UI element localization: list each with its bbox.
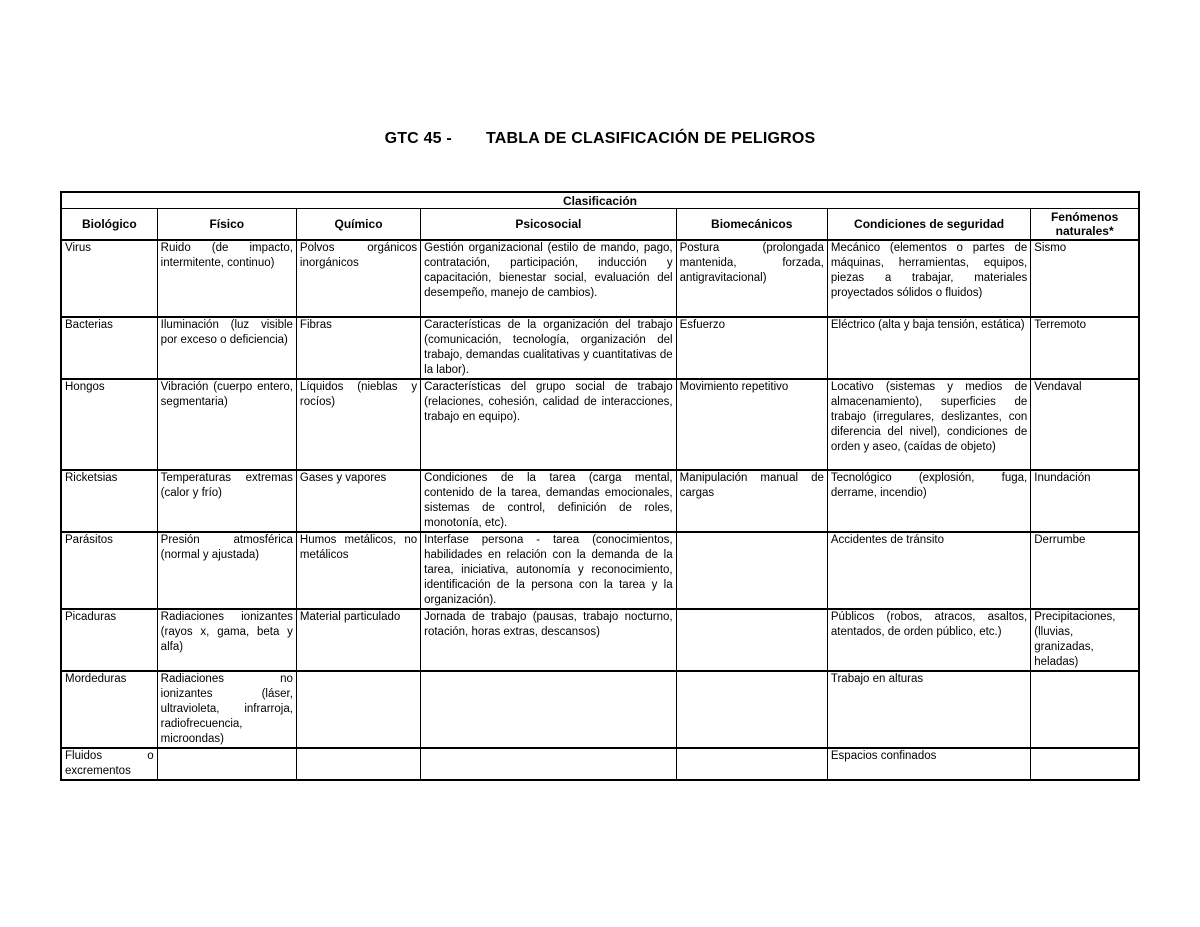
cell-biologico: Fluidos o excrementos <box>61 748 157 780</box>
cell-fisico: Vibración (cuerpo entero, segmentaria) <box>157 379 296 470</box>
cell-condiciones-seguridad: Locativo (sistemas y medios de almacenamiento), superficies de trabajo (irregulares, deslizantes, con diferencia del nivel), condiciones de orden y aseo, (caídas de objeto) <box>827 379 1030 470</box>
cell-biomecanicos: Esfuerzo <box>676 317 827 379</box>
cell-psicosocial: Jornada de trabajo (pausas, trabajo nocturno, rotación, horas extras, descansos) <box>421 609 676 671</box>
cell-condiciones-seguridad: Públicos (robos, atracos, asaltos, atentados, de orden público, etc.) <box>827 609 1030 671</box>
cell-fisico: Radiaciones no ionizantes (láser, ultravioleta, infrarroja, radiofrecuencia, microondas) <box>157 671 296 748</box>
cell-condiciones-seguridad: Eléctrico (alta y baja tensión, estática) <box>827 317 1030 379</box>
table-row <box>61 671 1139 748</box>
cell-fisico <box>157 748 296 780</box>
cell-condiciones-seguridad: Trabajo en alturas <box>827 671 1030 748</box>
cell-fisico: Iluminación (luz visible por exceso o deficiencia) <box>157 317 296 379</box>
header-biologico: Biológico <box>61 209 157 241</box>
cell-biomecanicos <box>676 609 827 671</box>
cell-quimico: Fibras <box>296 317 420 379</box>
cell-fisico: Temperaturas extremas (calor y frío) <box>157 470 296 532</box>
header-fisico: Físico <box>157 209 296 241</box>
cell-psicosocial: Gestión organizacional (estilo de mando, pago, contratación, participación, inducción y capacitación, bienestar social, evaluación del desempeño, manejo de cambios). <box>421 240 676 317</box>
page-title <box>0 130 1200 148</box>
cell-biologico: Ricketsias <box>61 470 157 532</box>
cell-fenomenos-naturales <box>1031 671 1139 748</box>
cell-fisico: Presión atmosférica (normal y ajustada) <box>157 532 296 609</box>
hazard-classification-table <box>60 191 1140 781</box>
table-row <box>61 609 1139 671</box>
cell-biomecanicos <box>676 748 827 780</box>
cell-biologico: Hongos <box>61 379 157 470</box>
cell-fenomenos-naturales: Terremoto <box>1031 317 1139 379</box>
cell-biologico: Mordeduras <box>61 671 157 748</box>
cell-quimico: Material particulado <box>296 609 420 671</box>
cell-fenomenos-naturales: Sismo <box>1031 240 1139 317</box>
cell-quimico: Polvos orgánicos inorgánicos <box>296 240 420 317</box>
cell-psicosocial: Interfase persona - tarea (conocimientos, habilidades en relación con la demanda de la tarea, iniciativa, autonomía y reconocimiento, identificación de la persona con la tarea y la organización). <box>421 532 676 609</box>
cell-fenomenos-naturales <box>1031 748 1139 780</box>
cell-fenomenos-naturales: Precipitaciones, (lluvias, granizadas, heladas) <box>1031 609 1139 671</box>
cell-psicosocial: Condiciones de la tarea (carga mental, contenido de la tarea, demandas emocionales, sistemas de control, definición de roles, monotonía, etc). <box>421 470 676 532</box>
cell-biologico: Parásitos <box>61 532 157 609</box>
header-condiciones-seguridad: Condiciones de seguridad <box>827 209 1030 241</box>
cell-fenomenos-naturales: Derrumbe <box>1031 532 1139 609</box>
cell-fenomenos-naturales: Vendaval <box>1031 379 1139 470</box>
cell-quimico: Humos metálicos, no metálicos <box>296 532 420 609</box>
cell-biomecanicos <box>676 532 827 609</box>
title-text: TABLA DE CLASIFICACIÓN DE PELIGROS <box>485 130 816 147</box>
cell-psicosocial <box>421 671 676 748</box>
header-biomecanicos: Biomecánicos <box>676 209 827 241</box>
cell-psicosocial: Características del grupo social de trabajo (relaciones, cohesión, calidad de interacciones, trabajo en equipo). <box>421 379 676 470</box>
cell-psicosocial: Características de la organización del trabajo (comunicación, tecnología, organización del trabajo, demandas cualitativas y cuantitativas de la labor). <box>421 317 676 379</box>
cell-condiciones-seguridad: Mecánico (elementos o partes de máquinas, herramientas, equipos, piezas a trabajar, materiales proyectados sólidos o fluidos) <box>827 240 1030 317</box>
table-row <box>61 748 1139 780</box>
header-psicosocial: Psicosocial <box>421 209 676 241</box>
cell-biomecanicos: Movimiento repetitivo <box>676 379 827 470</box>
header-quimico: Químico <box>296 209 420 241</box>
cell-biologico: Picaduras <box>61 609 157 671</box>
cell-biologico: Bacterias <box>61 317 157 379</box>
cell-quimico: Gases y vapores <box>296 470 420 532</box>
cell-fenomenos-naturales: Inundación <box>1031 470 1139 532</box>
cell-quimico <box>296 671 420 748</box>
cell-quimico: Líquidos (nieblas y rocíos) <box>296 379 420 470</box>
table-row <box>61 532 1139 609</box>
standard-code: GTC 45 - <box>384 130 452 147</box>
cell-biomecanicos: Manipulación manual de cargas <box>676 470 827 532</box>
cell-condiciones-seguridad: Tecnológico (explosión, fuga, derrame, incendio) <box>827 470 1030 532</box>
cell-quimico <box>296 748 420 780</box>
table-row <box>61 240 1139 317</box>
cell-fisico: Radiaciones ionizantes (rayos x, gama, beta y alfa) <box>157 609 296 671</box>
table-row <box>61 379 1139 470</box>
cell-fisico: Ruido (de impacto, intermitente, continuo) <box>157 240 296 317</box>
table-caption: Clasificación <box>61 192 1139 209</box>
table-row <box>61 470 1139 532</box>
cell-condiciones-seguridad: Espacios confinados <box>827 748 1030 780</box>
cell-biomecanicos <box>676 671 827 748</box>
cell-psicosocial <box>421 748 676 780</box>
cell-biologico: Virus <box>61 240 157 317</box>
cell-biomecanicos: Postura (prolongada mantenida, forzada, antigravitacional) <box>676 240 827 317</box>
header-fenomenos-naturales: Fenómenos naturales* <box>1031 209 1139 241</box>
table-row <box>61 317 1139 379</box>
cell-condiciones-seguridad: Accidentes de tránsito <box>827 532 1030 609</box>
